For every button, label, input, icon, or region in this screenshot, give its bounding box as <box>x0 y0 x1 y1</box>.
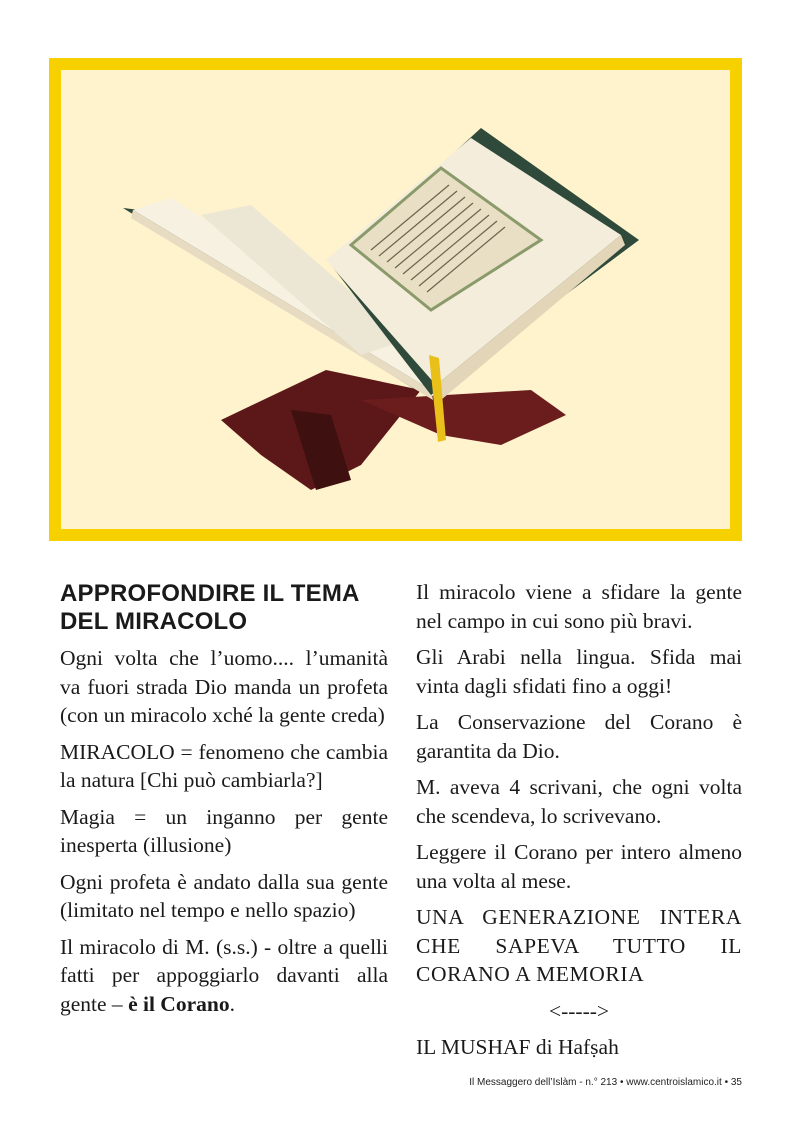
page-footer: Il Messaggero dell’Islàm - n.° 213 • www.centroislamico.it • 35 <box>469 1077 742 1088</box>
paragraph-uppercase: UNA GENERAZIONE INTERA CHE SAPEVA TUTTO IL CORANO A MEMORIA <box>416 905 742 986</box>
paragraph: M. aveva 4 scrivani, che ogni volta che scendeva, lo scrivevano. <box>416 775 742 828</box>
photo-frame <box>49 58 742 541</box>
paragraph-text: Il miracolo di M. (s.s.) - oltre a quelli fatti per appoggiarlo davanti alla gente – <box>60 934 388 1016</box>
heading-line-2: DEL MIRACOLO <box>60 608 248 635</box>
article-heading <box>60 580 388 636</box>
paragraph-end: . <box>229 991 235 1016</box>
paragraph: Ogni volta che l’uomo.... l’umanità va fuori strada Dio manda un profeta (con un miracolo xché la gente creda) <box>60 646 388 727</box>
right-column <box>416 578 742 1070</box>
paragraph: La Conservazione del Corano è garantita da Dio. <box>416 710 742 763</box>
paragraph <box>60 933 388 1019</box>
paragraph: Leggere il Corano per intero almeno una volta al mese. <box>416 840 742 893</box>
quran-on-stand-image <box>61 70 730 529</box>
paragraph: Gli Arabi nella lingua. Sfida mai vinta dagli sfidati fino a oggi! <box>416 645 742 698</box>
heading-line-1: APPROFONDIRE IL TEMA <box>60 580 360 607</box>
paragraph: IL MUSHAF di Hafṣah <box>416 1035 619 1059</box>
left-column <box>60 578 388 1026</box>
emphasis-text: è il Corano <box>128 991 230 1016</box>
paragraph: Ogni profeta è andato dalla sua gente (limitato nel tempo e nello spazio) <box>60 869 388 922</box>
arrow-line: <-----> <box>548 998 610 1023</box>
paragraph: Magia = un inganno per gente inesperta (illusione) <box>60 804 388 857</box>
paragraph: Il miracolo viene a sfidare la gente nel campo in cui sono più bravi. <box>416 580 742 633</box>
paragraph: MIRACOLO = fenomeno che cambia la natura [Chi può cambiarla?] <box>60 739 388 792</box>
